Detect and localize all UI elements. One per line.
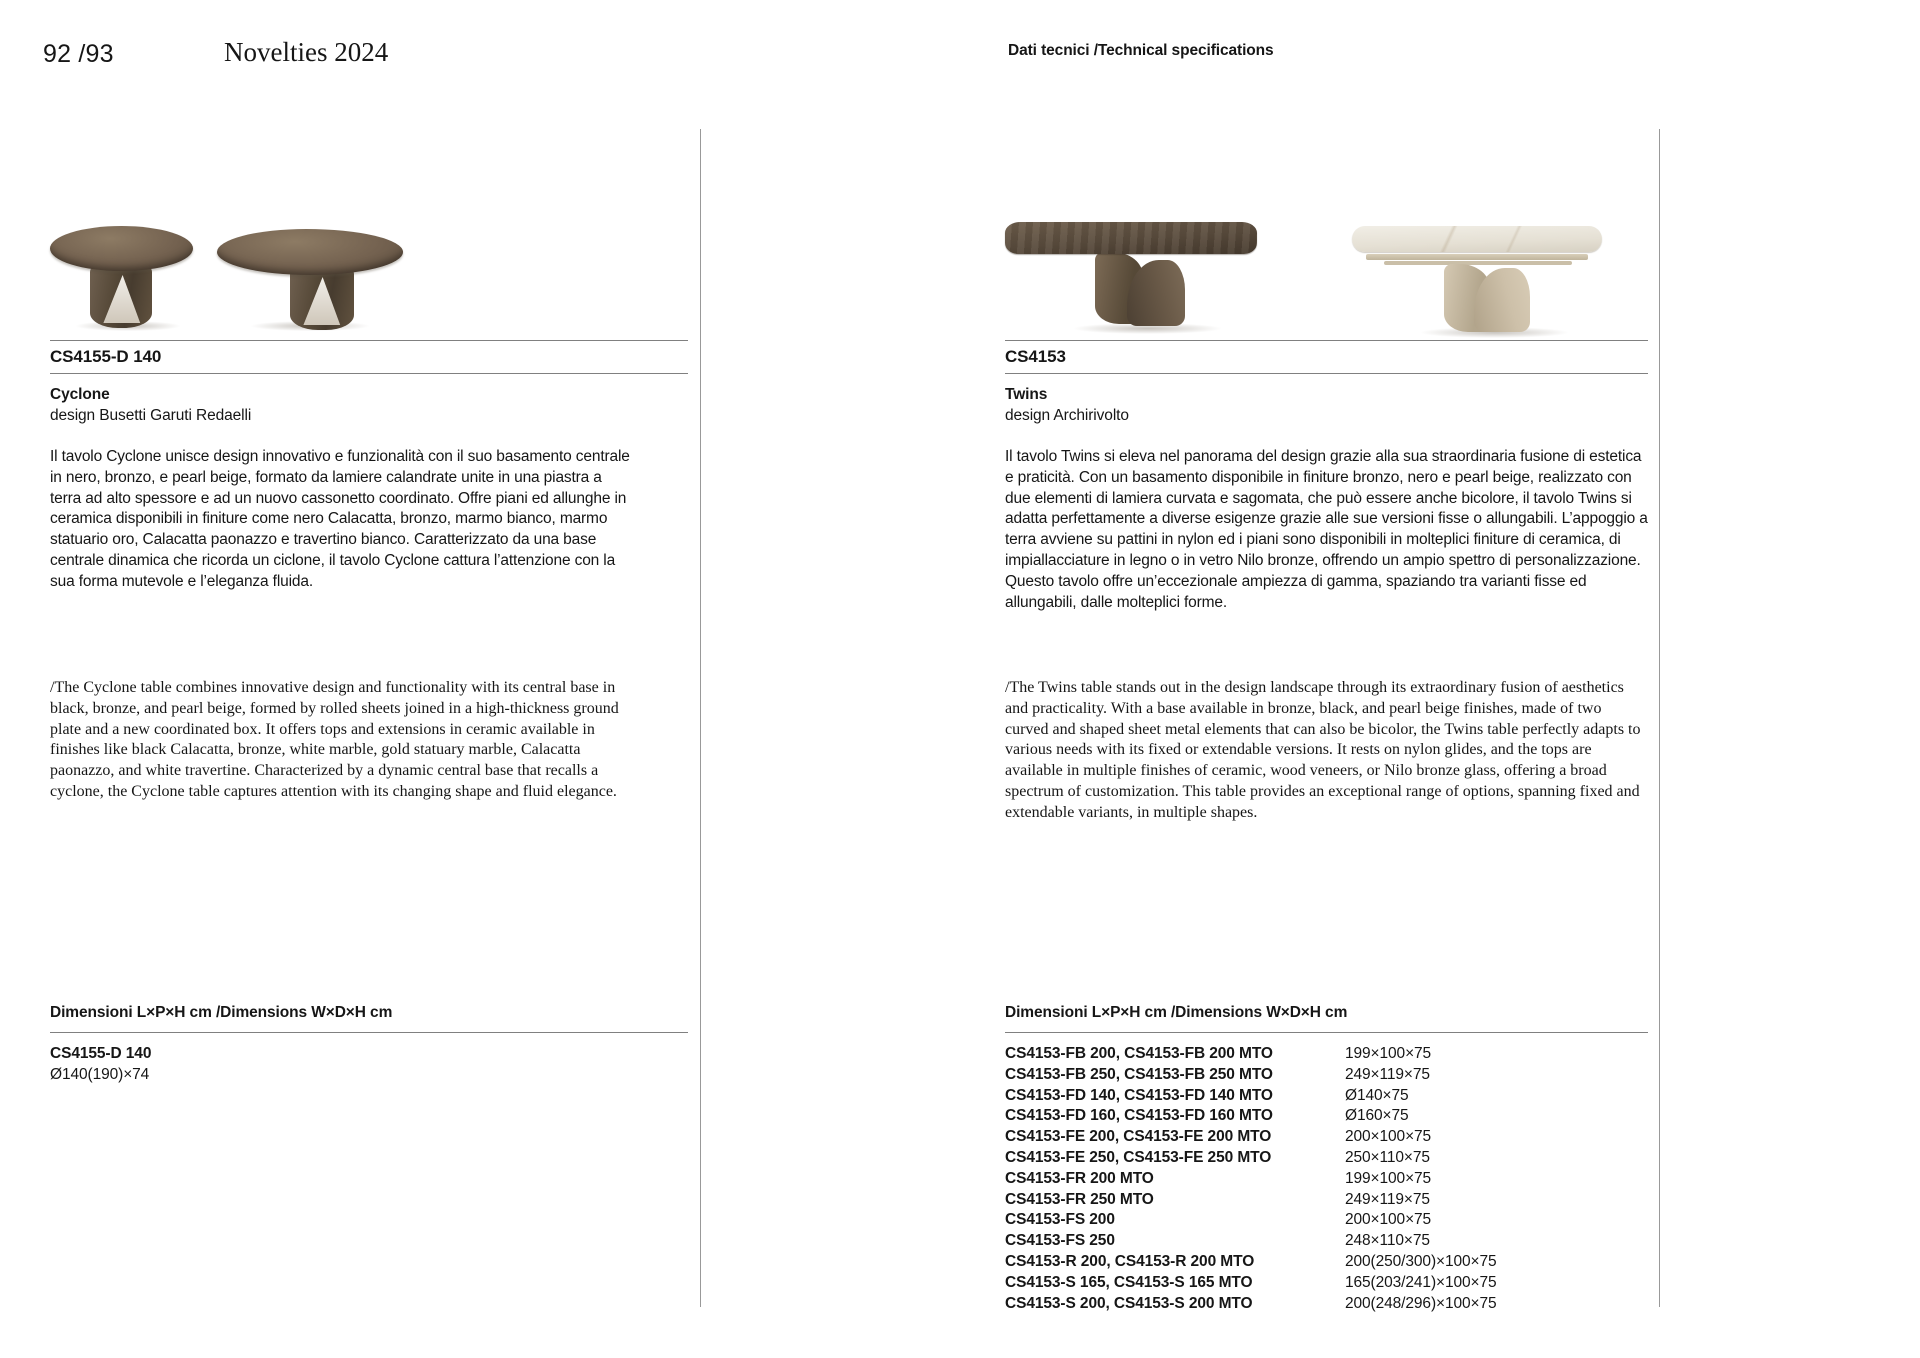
- dimension-size: 200×100×75: [1345, 1128, 1432, 1146]
- dimension-size: 250×110×75: [1345, 1148, 1430, 1166]
- dimension-size: Ø160×75: [1345, 1107, 1409, 1125]
- page-title: Novelties 2024: [224, 37, 389, 67]
- dimension-row: [1005, 1106, 1497, 1127]
- description-italian: Il tavolo Cyclone unisce design innovativo e funzionalità con il suo basamento centrale in nero, bronzo, e pearl beige, formato da lamiere calandrate unite in una piastra a terra ad alto spessore e ad un nuovo cassonetto coordinato. Offre piani ed allunghe in ceramica disponibili in finiture come nero Calacatta, bronzo, marmo bianco, marmo statuario oro, Calacatta paonazzo e travertino bianco. Caratterizzato da una base centrale dinamica che ricorda un ciclone, il tavolo Cyclone cattura l’attenzione con la sua forma mutevole e l’eleganza fluida.: [50, 448, 630, 590]
- twins-wood-top: [1005, 222, 1257, 254]
- extension-rail: [1384, 261, 1572, 265]
- dimension-row: [1005, 1294, 1497, 1315]
- description-english: /The Cyclone table combines innovative design and functionality with its central base in black, bronze, and pearl beige, formed by rolled sheets joined in a high-thickness ground plate and a new coordinated box. It offers tops and extensions in ceramic available in finishes like black Calacatta, bronze, white marble, gold statuary marble, Calacatta paonazzo, and white travertine. Characterized by a dynamic central base that recalls a cyclone, the Cyclone table captures attention with its changing shape and fluid elegance.: [50, 679, 619, 800]
- dimension-row: [1005, 1044, 1497, 1065]
- dimension-size: 199×100×75: [1345, 1169, 1432, 1187]
- cyclone-product-photos: [50, 170, 420, 340]
- dimension-row: [1005, 1127, 1497, 1148]
- dimension-size: 249×119×75: [1345, 1190, 1430, 1208]
- dimension-model: CS4153-FD 140, CS4153-FD 140 MTO: [1005, 1086, 1273, 1104]
- dimension-size: 248×110×75: [1345, 1232, 1430, 1250]
- vertical-divider-right: [1659, 129, 1660, 1307]
- horizontal-rule: [1005, 340, 1648, 341]
- product-designer: design Archirivolto: [1005, 407, 1129, 424]
- horizontal-rule: [1005, 1032, 1648, 1033]
- dimension-row: [1005, 1273, 1497, 1294]
- dimension-row: [1005, 1252, 1497, 1273]
- page-number: 92 /93: [43, 40, 114, 68]
- dimension-size: Ø140×75: [1345, 1086, 1409, 1104]
- twins-ceramic-top: [1352, 226, 1602, 252]
- dimensions-label: Dimensioni L×P×H cm /Dimensions W×D×H cm: [1005, 1004, 1348, 1021]
- cyclone-base: [90, 264, 152, 328]
- dimension-row: [1005, 1086, 1497, 1107]
- dimension-size: 200(250/300)×100×75: [1345, 1252, 1497, 1270]
- product-name: Twins: [1005, 386, 1048, 403]
- dimension-size: Ø140(190)×74: [50, 1065, 150, 1083]
- dimension-size: 200(248/296)×100×75: [1345, 1294, 1497, 1312]
- dimension-model: CS4153-FS 250: [1005, 1232, 1115, 1250]
- dimension-model: CS4153-FB 250, CS4153-FB 250 MTO: [1005, 1065, 1273, 1083]
- twins-wood-table-photo: [1005, 170, 1315, 340]
- dimension-model: CS4153-FB 200, CS4153-FB 200 MTO: [1005, 1045, 1273, 1062]
- dimension-model: CS4153-FR 200 MTO: [1005, 1169, 1154, 1187]
- dimension-row: [1005, 1148, 1497, 1169]
- cyclone-round-top: [50, 226, 193, 271]
- dimension-size: 199×100×75: [1345, 1045, 1432, 1062]
- description-english: /The Twins table stands out in the design landscape through its extraordinary fusion of aesthetics and practicality. With a base available in bronze, black, and pearl beige finishes, made of two curved and shaped sheet metal elements that can also be bicolor, the Twins table perfectly adapts to various needs with its fixed or extendable versions. It rests on nylon glides, and the tops are available in multiple finishes of ceramic, wood veneers, or Nilo bronze glass, offering a broad spectrum of customization. This table provides an exceptional range of options, spanning fixed and extendable variants, in multiple shapes.: [1005, 679, 1641, 821]
- dimension-model: CS4153-S 200, CS4153-S 200 MTO: [1005, 1294, 1253, 1312]
- cyclone-base-cutout: [301, 277, 341, 325]
- dimension-model: CS4153-FE 200, CS4153-FE 200 MTO: [1005, 1128, 1272, 1146]
- dimension-model: CS4153-FE 250, CS4153-FE 250 MTO: [1005, 1148, 1272, 1166]
- dimension-row: [1005, 1231, 1497, 1252]
- horizontal-rule: [50, 340, 688, 341]
- horizontal-rule: [50, 1032, 688, 1033]
- dimension-model: CS4153-FD 160, CS4153-FD 160 MTO: [1005, 1107, 1273, 1125]
- dimension-row: [1005, 1190, 1497, 1211]
- product-name: Cyclone: [50, 386, 110, 403]
- description-italian: Il tavolo Twins si eleva nel panorama del design grazie alla sua straordinaria fusione di estetica e praticità. Con un basamento disponibile in finiture bronzo, nero e pearl beige, realizzato con due elementi di lamiera curvata e sagomata, che può essere anche bicolore, il tavolo Twins si adatta perfettamente a diverse esigenze grazie alle sue versioni fisse o allungabili. L’appoggio a terra avviene su pattini in nylon ed i piani sono disponibili in molteplici finiture di ceramica, di impiallacciature in legno o in vetro Nilo bronze, offrendo un ampio spettro di personalizzazione. Questo tavolo offre un’eccezionale ampiezza di gamma, spaziando tra varianti fisse ed allungabili, dalle molteplici forme.: [1005, 448, 1648, 611]
- dimension-size: 165(203/241)×100×75: [1345, 1273, 1497, 1291]
- product-designer: design Busetti Garuti Redaelli: [50, 407, 252, 424]
- dimension-size: 200×100×75: [1345, 1211, 1432, 1229]
- horizontal-rule: [50, 373, 688, 374]
- dimension-model: CS4153-R 200, CS4153-R 200 MTO: [1005, 1252, 1255, 1270]
- dimension-size: 249×119×75: [1345, 1065, 1430, 1083]
- dimension-row: [1005, 1169, 1497, 1190]
- dimensions-label: Dimensioni L×P×H cm /Dimensions W×D×H cm: [50, 1004, 393, 1021]
- cyclone-base: [290, 266, 354, 330]
- horizontal-rule: [1005, 373, 1648, 374]
- product-code: CS4155-D 140: [50, 347, 162, 366]
- dimension-model: CS4153-FR 250 MTO: [1005, 1190, 1154, 1208]
- twins-ceramic-table-photo: [1352, 170, 1652, 342]
- dimension-model: CS4155-D 140: [50, 1045, 152, 1062]
- dimension-row: [1005, 1210, 1497, 1231]
- dimension-row: [1005, 1065, 1497, 1086]
- dimension-model: CS4153-FS 200: [1005, 1211, 1115, 1229]
- product-code: CS4153: [1005, 347, 1066, 366]
- dimensions-table: [1005, 1044, 1497, 1314]
- dimension-model: CS4153-S 165, CS4153-S 165 MTO: [1005, 1273, 1253, 1291]
- cyclone-oval-top: [217, 229, 403, 275]
- section-label: Dati tecnici /Technical specifications: [1008, 42, 1274, 59]
- cyclone-base-cutout: [101, 275, 141, 323]
- vertical-divider-left: [700, 129, 701, 1307]
- dimensions-list: [50, 1044, 151, 1086]
- extension-rail: [1366, 254, 1588, 260]
